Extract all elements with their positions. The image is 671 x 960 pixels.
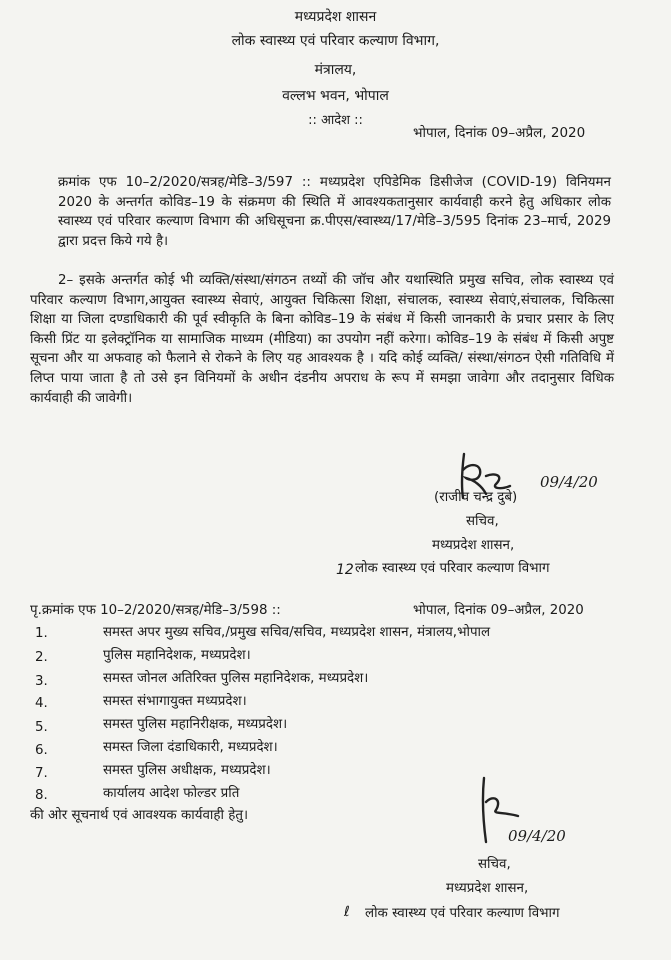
- signatory-2-office: मध्यप्रदेश शासन,: [446, 881, 529, 896]
- signature-1-date: 09/4/20: [540, 473, 598, 491]
- header-date: भोपाल, दिनांक 09–अप्रैल, 2020: [413, 125, 586, 141]
- list-item-number: 4.: [35, 696, 48, 711]
- list-item: समस्त जिला दंडाधिकारी, मध्यप्रदेश।: [103, 740, 278, 755]
- signatory-department: लोक स्वास्थ्य एवं परिवार कल्याण विभाग: [355, 561, 550, 576]
- list-item-number: 6.: [35, 743, 48, 758]
- list-item: समस्त जोनल अतिरिक्त पुलिस महानिदेशक, मध्यप्रदेश।: [103, 671, 369, 686]
- signature-2-date: 09/4/20: [508, 827, 566, 845]
- list-item-number: 5.: [35, 720, 48, 735]
- list-item: कार्यालय आदेश फोल्डर प्रति: [103, 786, 240, 801]
- header-ministry: मंत्रालय,: [314, 62, 357, 78]
- list-item: समस्त अपर मुख्य सचिव,/प्रमुख सचिव/सचिव, मध्यप्रदेश शासन, मंत्रालय,भोपाल: [103, 625, 491, 640]
- side-mark: 12: [336, 562, 354, 578]
- list-item-number: 2.: [35, 650, 48, 665]
- side-mark-2: ℓ: [344, 904, 350, 920]
- signatory-name: (राजीव चन्द्र दुबे): [434, 490, 518, 505]
- order-paragraph-1: क्रमांक एफ 10–2/2020/सत्रह/मेडि–3/597 :: मध्यप्रदेश एपिडेमिक डिसीजेज (COVID-19) विनियमन 2020 के अन्तर्गत कोविड–19 के संक्रमण की स्थिति में आवश्यकतानुसार कार्यवाही करने हेतु अधिकार लोक स्वास्थ्य एवं परिवार कल्याण विभाग की अधिसूचना क्र.पीएस/स्वास्थ्य/17/मेडि–3/595 दिनांक 23–मार्च, 2029 द्वारा प्रदत्त किये गये है।: [58, 175, 611, 249]
- header-department: लोक स्वास्थ्य एवं परिवार कल्याण विभाग,: [231, 33, 440, 49]
- list-item-number: 8.: [35, 788, 48, 803]
- signatory-title: सचिव,: [466, 514, 499, 529]
- header-govt: मध्यप्रदेश शासन: [294, 9, 377, 25]
- endorsement-ref: पृ.क्रमांक एफ 10–2/2020/सत्रह/मेडि–3/598 ::: [30, 603, 281, 618]
- list-item-number: 7.: [35, 766, 48, 781]
- signatory-2-title: सचिव,: [478, 857, 511, 872]
- signatory-2-department: लोक स्वास्थ्य एवं परिवार कल्याण विभाग: [365, 906, 560, 921]
- list-item: समस्त पुलिस महानिरीक्षक, मध्यप्रदेश।: [103, 717, 288, 732]
- signatory-office: मध्यप्रदेश शासन,: [432, 538, 515, 553]
- list-item: समस्त संभागायुक्त मध्यप्रदेश।: [103, 694, 247, 709]
- list-item: पुलिस महानिदेशक, मध्यप्रदेश।: [103, 648, 251, 663]
- endorsement-date: भोपाल, दिनांक 09–अप्रैल, 2020: [413, 603, 584, 618]
- header-order: :: आदेश ::: [308, 113, 363, 128]
- list-item-number: 3.: [35, 674, 48, 689]
- order-paragraph-2: 2– इसके अन्तर्गत कोई भी व्यक्ति/संस्था/संगठन तथ्यों की जॉच और यथास्थिति प्रमुख सचिव, लोक स्वास्थ्य एवं परिवार कल्याण विभाग,आयुक्त स्वास्थ्य सेवाएं, आयुक्त चिकित्सा शिक्षा, संचालक, स्वास्थ्य सेवाएं,संचालक, चिकित्सा शिक्षा या जिला दण्डाधिकारी की पूर्व स्वीकृति के बिना कोविड–19 के संबंध में किसी जानकारी के प्रचार प्रसार के लिए किसी प्रिंट या इलेक्ट्रॉनिक या सामाजिक माध्यम (मीडिया) का उपयोग नहीं करेगा। कोविड–19 के संबंध में किसी अपुष्ट सूचना और या अफवाह को फैलाने से रोकने के लिए यह आवश्यक है । यदि कोई व्यक्ति/ संस्था/संगठन ऐसी गतिविधि में लिप्त पाया जाता है तो उसे इन विनियमों के अधीन दंडनीय अपराध के रूप में समझा जावेगा और तदानुसार विधिक कार्यवाही की जावेगी।: [30, 273, 614, 406]
- header-address: वल्लभ भवन, भोपाल: [282, 88, 389, 104]
- list-item-number: 1.: [35, 626, 48, 641]
- list-item: समस्त पुलिस अधीक्षक, मध्यप्रदेश।: [103, 763, 271, 778]
- endorsement-closing: की ओर सूचनार्थ एवं आवश्यक कार्यवाही हेतु।: [30, 808, 249, 823]
